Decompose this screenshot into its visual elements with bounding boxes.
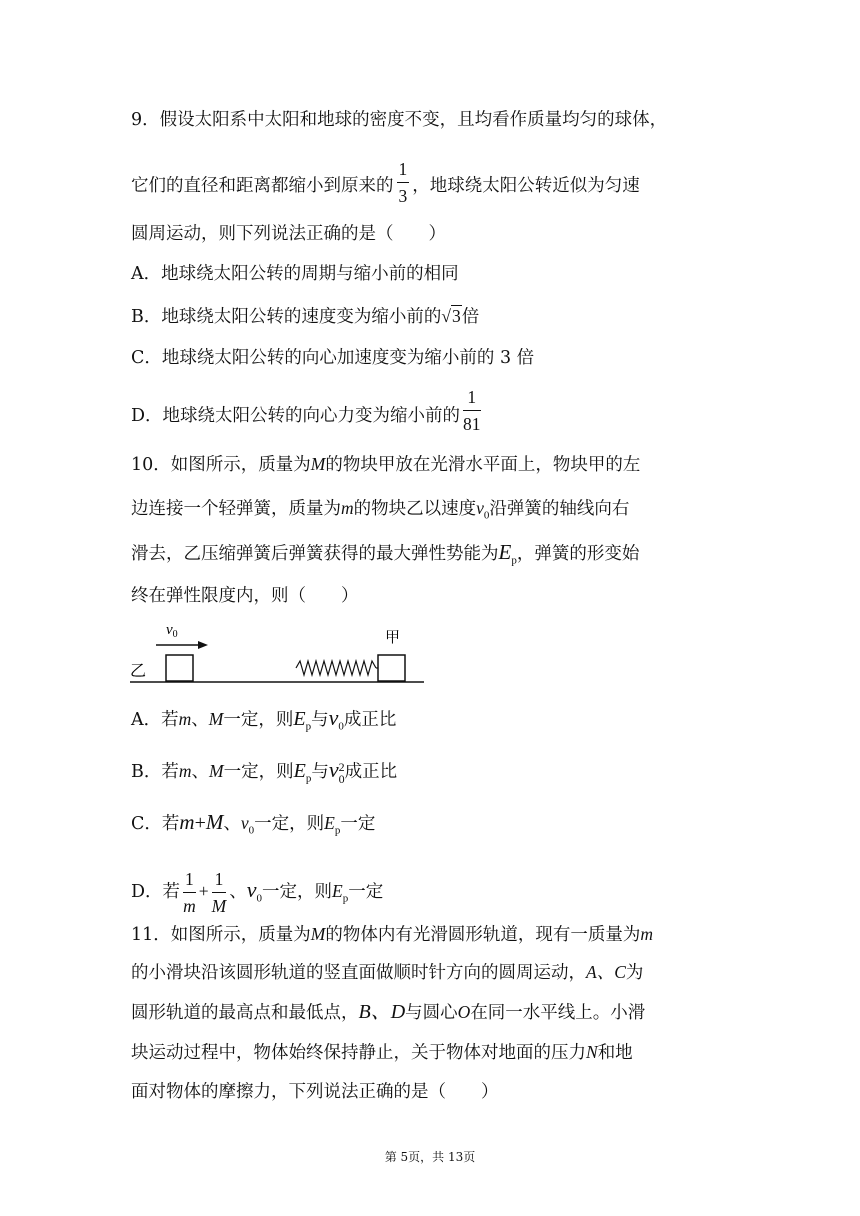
q9-option-b: B．地球绕太阳公转的速度变为缩小前的√3倍 bbox=[131, 306, 480, 327]
page-footer: 第 5页，共 13页 bbox=[384, 1150, 476, 1164]
block-yi-label: 乙 bbox=[130, 661, 147, 680]
block-jia-label: 甲 bbox=[385, 628, 401, 646]
block-jia bbox=[378, 655, 405, 681]
spring-block-diagram bbox=[128, 620, 428, 690]
q10-option-a: A．若m、M一定，则$E_p$与$v_0$成正比 bbox=[131, 705, 397, 733]
q10-option-b: B．若m、M一定，则$E_p$与v 2 0 成正比 bbox=[131, 757, 398, 786]
q10-option-c: C．若m+M、$v_0$一定，则$E_p$一定 bbox=[131, 810, 376, 837]
q9-stem-line1: 9．假设太阳系中太阳和地球的密度不变，且均看作质量均匀的球体， bbox=[131, 110, 668, 130]
q11-stem-line1: 11．如图所示，质量为M的物体内有光滑圆形轨道，现有一质量为m bbox=[131, 924, 653, 945]
fraction-one-81: $\frac{1}{81}$ bbox=[463, 384, 481, 437]
q11-stem-line2: 的小滑块沿该圆形轨道的竖直面做顺时针方向的圆周运动，A、C为 bbox=[131, 962, 644, 983]
q10-option-d: D．若 $\frac{1}{m}$ + $\frac{1}{M}$ 、$v_0$一定，则$E_p$一定 bbox=[131, 866, 383, 919]
fraction-one-over-m: $\frac{1}{m}$ bbox=[183, 866, 196, 919]
q10-stem-line1: 10．如图所示，质量为M的物块甲放在光滑水平面上，物块甲的左 bbox=[131, 454, 641, 475]
q11-stem-line4: 块运动过程中，物体始终保持静止，关于物体对地面的压力N和地 bbox=[131, 1042, 633, 1063]
q10-stem-line4: 终在弹性限度内，则（ ） bbox=[131, 586, 359, 606]
arrowhead-icon bbox=[198, 641, 208, 649]
spring bbox=[296, 661, 376, 675]
block-yi bbox=[166, 655, 193, 681]
q9-option-c: C．地球绕太阳公转的向心加速度变为缩小前的 3 倍 bbox=[131, 348, 535, 368]
q11-stem-line5: 面对物体的摩擦力，下列说法正确的是（ ） bbox=[131, 1082, 499, 1102]
q9-stem-line3: 圆周运动，则下列说法正确的是（ ） bbox=[131, 224, 446, 244]
q9-option-a: A．地球绕太阳公转的周期与缩小前的相同 bbox=[131, 264, 459, 284]
q9-stem-line2: 它们的直径和距离都缩小到原来的 $\frac{1}{3}$ ，地球绕太阳公转近似为匀速 bbox=[131, 160, 640, 213]
q10-stem-line3: 滑去，乙压缩弹簧后弹簧获得的最大弹性势能为$E_p$，弹簧的形变始 bbox=[131, 540, 640, 567]
q10-figure bbox=[128, 620, 428, 694]
fraction-one-over-M: $\frac{1}{M}$ bbox=[212, 866, 227, 919]
q9-option-d: D．地球绕太阳公转的向心力变为缩小前的 $\frac{1}{81}$ bbox=[131, 390, 484, 443]
q10-stem-line2: 边连接一个轻弹簧，质量为m的物块乙以速度$v_0$沿弹簧的轴线向右 bbox=[131, 498, 630, 522]
fraction-one-third: $\frac{1}{3}$ bbox=[397, 156, 410, 209]
q11-stem-line3: 圆形轨道的最高点和最低点，B、D与圆心O在同一水平线上。小滑 bbox=[131, 1001, 646, 1023]
sqrt-three: √3 bbox=[441, 306, 461, 326]
velocity-label: $v_0$ bbox=[166, 622, 178, 640]
